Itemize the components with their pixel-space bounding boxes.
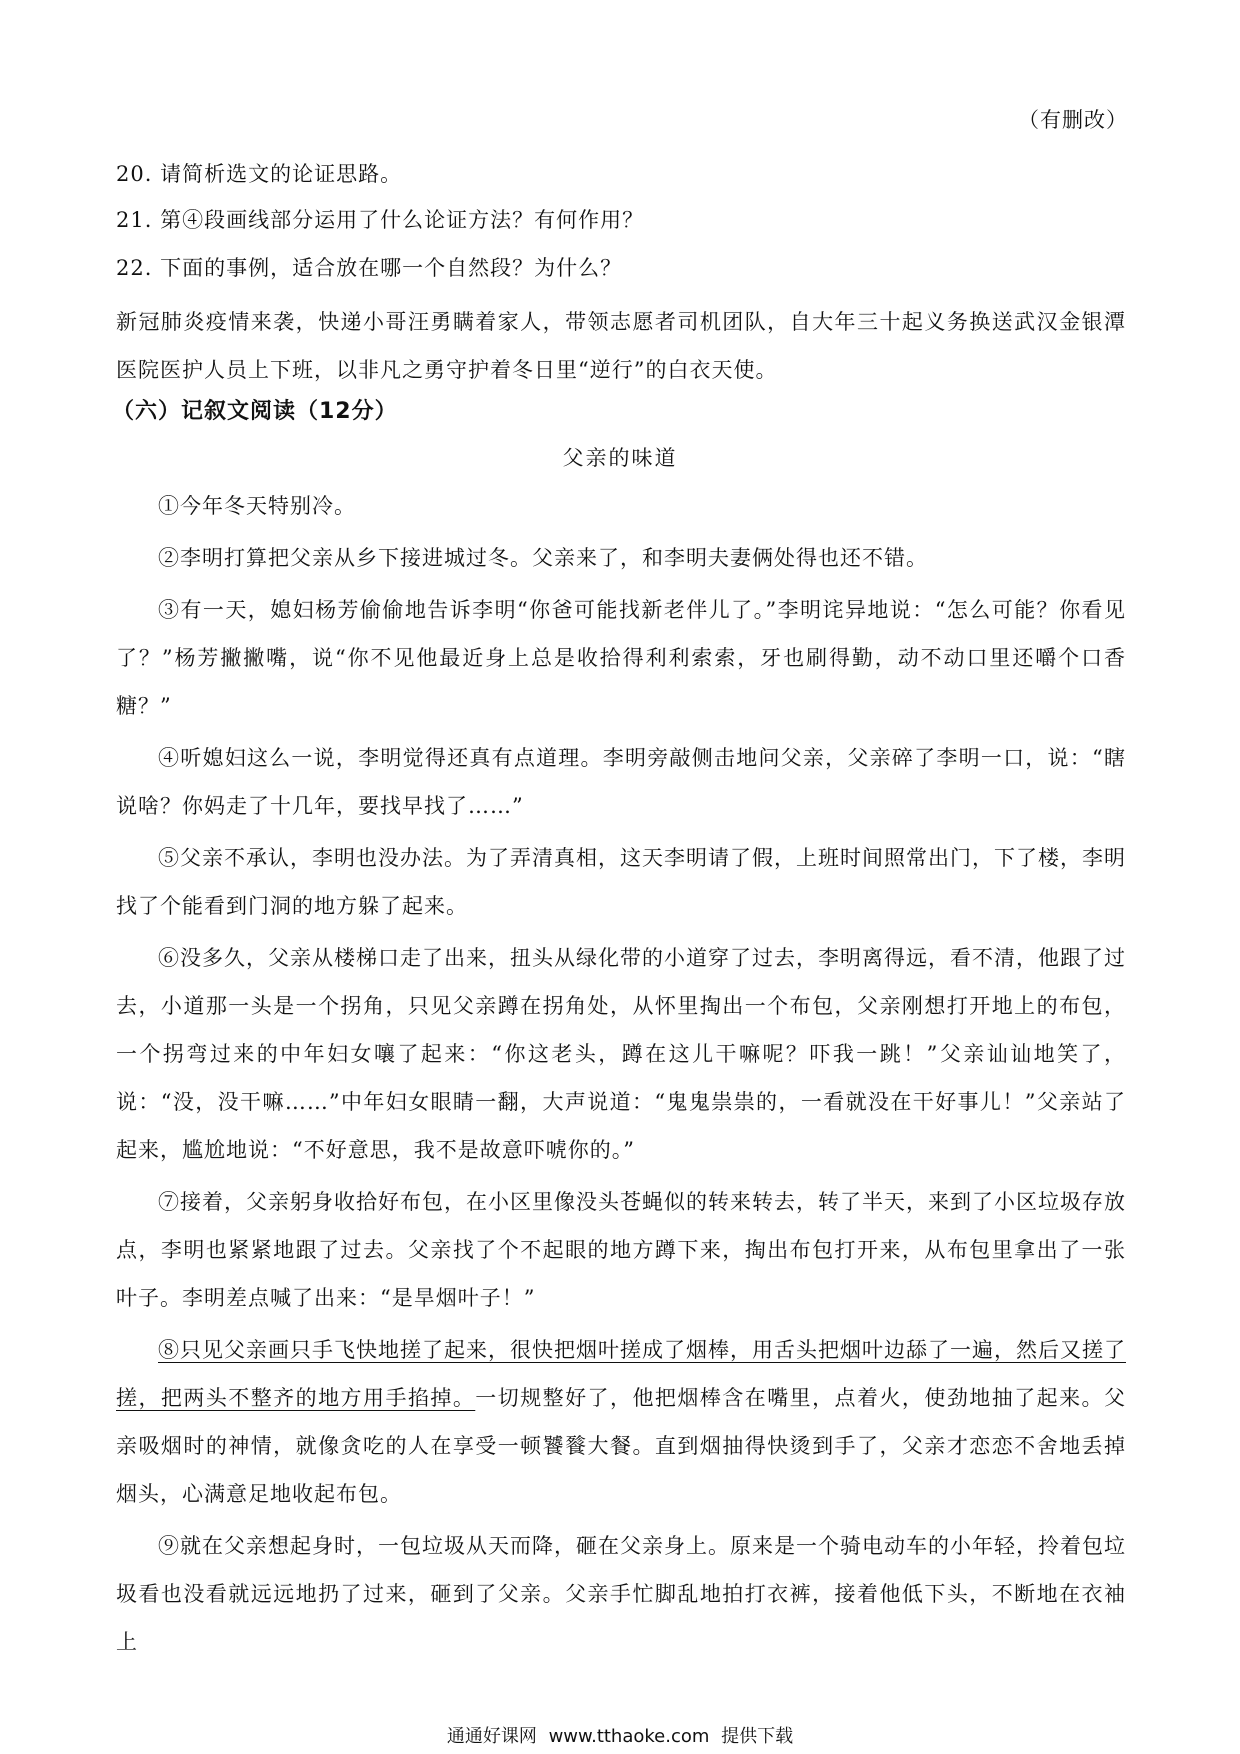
example-text: 新冠肺炎疫情来袭，快递小哥汪勇瞒着家人，带领志愿者司机团队，自大年三十起义务换送武汉金银潭医院医护人员上下班，以非凡之勇守护着冬日里“逆行”的白衣天使。 xyxy=(116,310,1126,382)
footer-url[interactable]: www.tthaoke.com xyxy=(548,1726,710,1747)
footer-site-name: 通通好课网 xyxy=(446,1726,537,1747)
question-21: 21. 第④段画线部分运用了什么论证方法？有何作用？ xyxy=(116,208,645,232)
paragraph-8-rest: 一切规整好了，他把烟棒含在嘴里，点着火，使劲地抽了起来。父亲吸烟时的神情，就像贪吃的人在享受一顿饕餮大餐。直到烟抽得快烫到手了，父亲才恋恋不舍地丢掉烟头，心满意足地收起布包。 xyxy=(116,1386,1127,1506)
footer xyxy=(0,1722,1240,1748)
paragraph-2: ②李明打算把父亲从乡下接进城过冬。父亲来了，和李明夫妻俩处得也还不错。 xyxy=(158,546,928,570)
paragraph-6: ⑥没多久，父亲从楼梯口走了出来，扭头从绿化带的小道穿了过去，李明离得远，看不清，他跟了过去，小道那一头是一个拐角，只见父亲蹲在拐角处，从怀里掏出一个布包，父亲刚想打开地上的布包，一个拐弯过来的中年妇女嚷了起来：“你这老头，蹲在这儿干嘛呢？吓我一跳！”父亲讪讪地笑了，说：“没，没干嘛……”中年妇女眼睛一翻，大声说道：“鬼鬼祟祟的，一看就没在干好事儿！”父亲站了起来，尴尬地说：“不好意思，我不是故意吓唬你的。” xyxy=(116,946,1126,1162)
footer-suffix: 提供下载 xyxy=(721,1726,794,1747)
underlined-passage: ⑧只见父亲画只手飞快地搓了起来，很快把烟叶搓成了烟棒，用舌头把烟叶边舔了一遍，然后又搓了搓，把两头不整齐的地方用手掐掉。 xyxy=(116,1338,1126,1410)
paragraph-5: ⑤父亲不承认，李明也没办法。为了弄清真相，这天李明请了假，上班时间照常出门，下了楼，李明找了个能看到门洞的地方躲了起来。 xyxy=(116,846,1126,918)
paragraph-1: ①今年冬天特别冷。 xyxy=(158,494,356,518)
question-22: 22. 下面的事例，适合放在哪一个自然段？为什么？ xyxy=(116,256,623,280)
essay-body xyxy=(116,482,1126,1670)
essay-title: 父亲的味道 xyxy=(562,446,678,470)
edited-note: （有删改） xyxy=(1018,108,1128,132)
paragraph-8 xyxy=(116,1326,1126,1518)
question-20: 20. 请简析选文的论证思路。 xyxy=(116,162,403,186)
paragraph-3: ③有一天，媳妇杨芳偷偷地告诉李明“你爸可能找新老伴儿了。”李明诧异地说：“怎么可能？你看见了？”杨芳撇撇嘴，说“你不见他最近身上总是收拾得利利索索，牙也刷得勤，动不动口里还嚼个口香糖？” xyxy=(116,598,1126,718)
paragraph-4: ④听媳妇这么一说，李明觉得还真有点道理。李明旁敲侧击地问父亲，父亲碎了李明一口，说：“瞎说啥？你妈走了十几年，要找早找了……” xyxy=(116,746,1126,818)
paragraph-9: ⑨就在父亲想起身时，一包垃圾从天而降，砸在父亲身上。原来是一个骑电动车的小年轻，拎着包垃圾看也没看就远远地扔了过来，砸到了父亲。父亲手忙脚乱地拍打衣裤，接着他低下头，不断地在衣袖上 xyxy=(116,1534,1126,1654)
section-heading: （六）记叙文阅读（12分） xyxy=(112,399,398,424)
paragraph-7: ⑦接着，父亲躬身收拾好布包，在小区里像没头苍蝇似的转来转去，转了半天，来到了小区垃圾存放点，李明也紧紧地跟了过去。父亲找了个不起眼的地方蹲下来，掏出布包打开来，从布包里拿出了一张叶子。李明差点喊了出来：“是旱烟叶子！” xyxy=(116,1190,1126,1310)
